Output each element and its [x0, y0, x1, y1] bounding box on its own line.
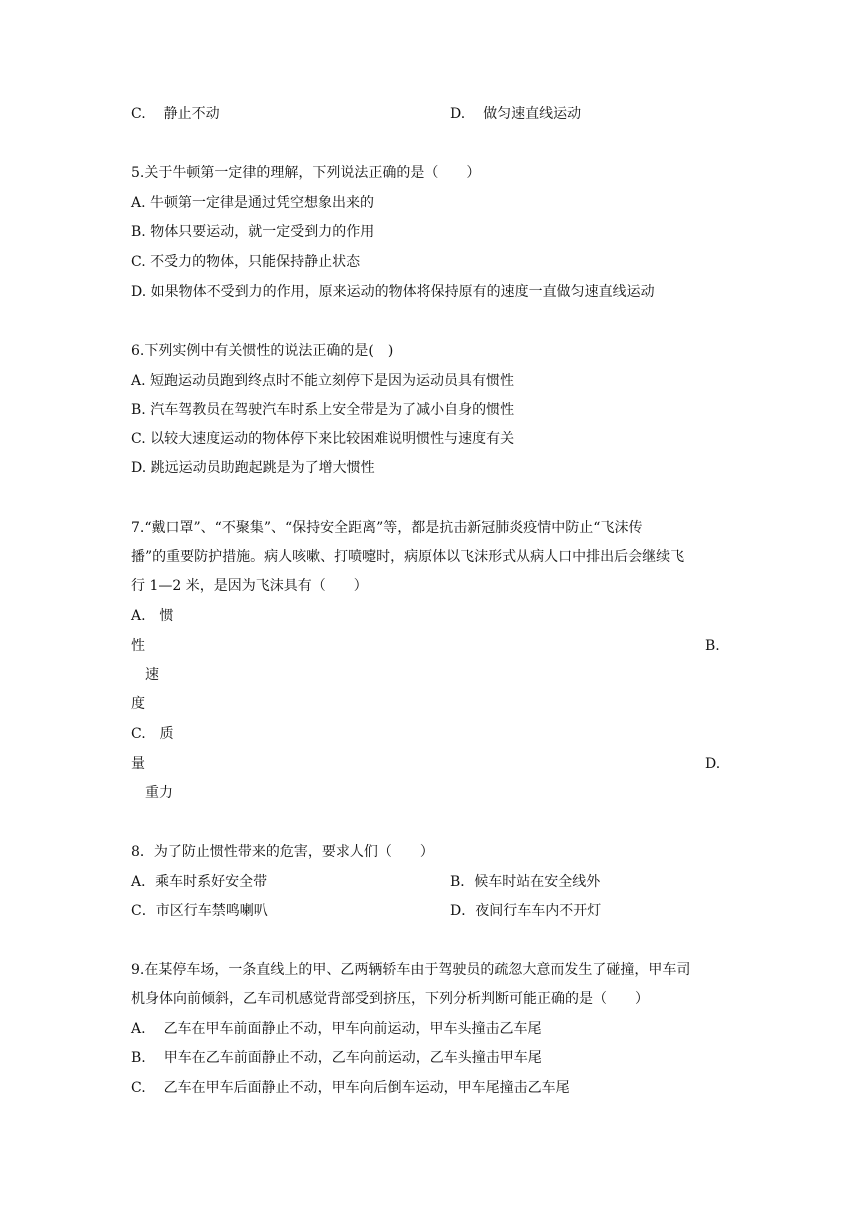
- q7-option-b-fragment: 度: [131, 696, 145, 712]
- q8-stem: 8．为了防止惯性带来的危害，要求人们（ ）: [131, 844, 434, 860]
- option-text: 乙车在甲车前面静止不动，甲车向前运动，甲车头撞击乙车尾: [163, 1021, 542, 1037]
- q7-option-d-label: D.: [705, 756, 721, 772]
- q6-stem: 6.下列实例中有关惯性的说法正确的是( ): [131, 343, 394, 359]
- q9-stem-line: 机身体向前倾斜，乙车司机感觉背部受到挤压，下列分析判断可能正确的是（ ）: [131, 991, 649, 1007]
- q7-option-b-label: B.: [705, 638, 720, 654]
- q7-option-a-fragment: A. 惯: [131, 608, 174, 624]
- q7-option-d-fragment: 重力: [145, 785, 173, 801]
- q9-option-c: [131, 1079, 570, 1097]
- q7-stem-line: 播”的重要防护措施。病人咳嗽、打喷嚏时，病原体以飞沫形式从病人口中排出后会继续飞: [131, 549, 685, 565]
- option-label: A.: [131, 1021, 146, 1037]
- q6-option-b: B. 汽车驾教员在驾驶汽车时系上安全带是为了减小自身的惯性: [131, 402, 515, 418]
- q7-option-a-fragment: 性: [131, 638, 145, 654]
- q9-option-a: [131, 1020, 542, 1038]
- q7-stem-line: 行 1—2 米，是因为飞沫具有（ ）: [131, 578, 368, 594]
- q9-stem-line: 9.在某停车场，一条直线上的甲、乙两辆轿车由于驾驶员的疏忽大意而发生了碰撞，甲车司: [131, 962, 691, 978]
- q6-option-a: A. 短跑运动员跑到终点时不能立刻停下是因为运动员具有惯性: [131, 373, 515, 389]
- option-label: C.: [131, 106, 146, 122]
- q5-option-a: A. 牛顿第一定律是通过凭空想象出来的: [131, 195, 375, 211]
- q7-option-b-fragment: 速: [145, 667, 159, 683]
- option-label: B.: [131, 1050, 146, 1066]
- q7-option-c-fragment: C. 质: [131, 726, 174, 742]
- q7-option-c-fragment: 量: [131, 756, 145, 772]
- q9-option-b: [131, 1049, 542, 1067]
- q8-option-b: B．候车时站在安全线外: [450, 874, 601, 890]
- q5-option-c: C. 不受力的物体，只能保持静止状态: [131, 254, 361, 270]
- q8-option-d: D．夜间行车车内不开灯: [450, 903, 602, 919]
- q5-stem: 5.关于牛顿第一定律的理解，下列说法正确的是（ ）: [131, 165, 481, 181]
- q8-option-c: C．市区行车禁鸣喇叭: [131, 903, 268, 919]
- q7-stem-line: 7.“戴口罩”、“不聚集”、“保持安全距离”等，都是抗击新冠肺炎疫情中防止“飞沫传: [131, 520, 643, 536]
- q5-option-d: D. 如果物体不受到力的作用，原来运动的物体将保持原有的速度一直做匀速直线运动: [131, 284, 655, 300]
- q8-option-a: A．乘车时系好安全带: [131, 874, 268, 890]
- option-text: 做匀速直线运动: [483, 106, 582, 122]
- q4-option-d: [450, 105, 581, 123]
- option-label: C.: [131, 1080, 146, 1096]
- q6-option-c: C. 以较大速度运动的物体停下来比较困难说明惯性与速度有关: [131, 431, 515, 447]
- q5-option-b: B. 物体只要运动，就一定受到力的作用: [131, 224, 375, 240]
- q6-option-d: D. 跳远运动员助跑起跳是为了增大惯性: [131, 460, 375, 476]
- option-text: 乙车在甲车后面静止不动，甲车向后倒车运动，甲车尾撞击乙车尾: [163, 1080, 570, 1096]
- option-text: 静止不动: [163, 106, 220, 122]
- q4-option-c: [131, 105, 220, 123]
- option-text: 甲车在乙车前面静止不动，乙车向前运动，乙车头撞击甲车尾: [163, 1050, 542, 1066]
- option-label: D.: [450, 106, 466, 122]
